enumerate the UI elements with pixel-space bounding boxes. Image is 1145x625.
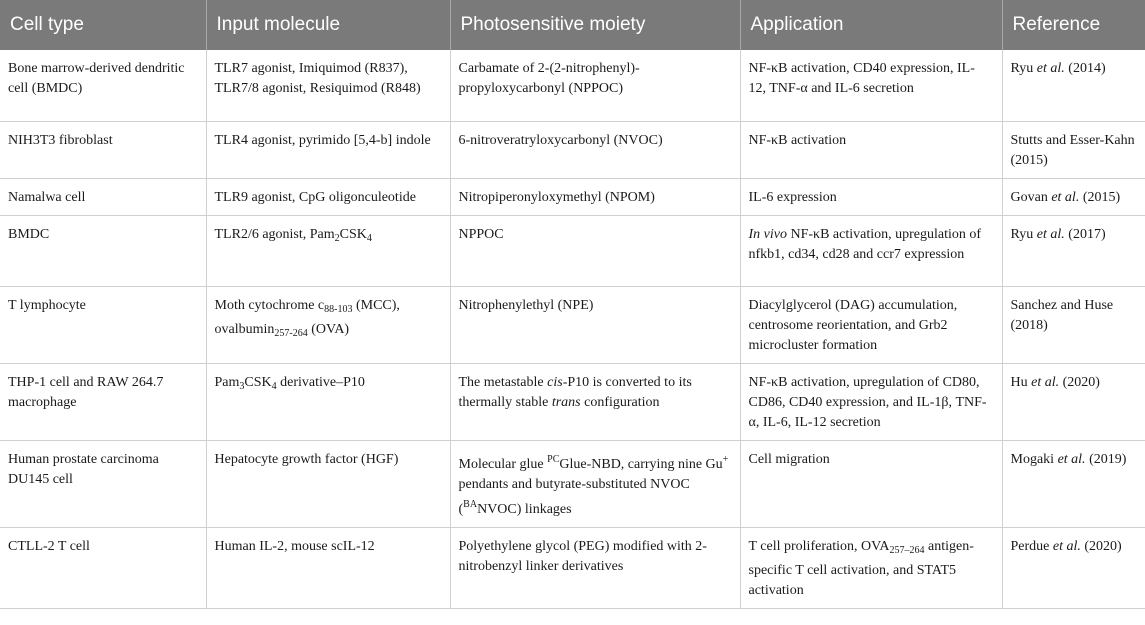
input-molecule	[206, 363, 450, 440]
input-molecule: TLR4 agonist, pyrimido [5,4-b] indole	[206, 121, 450, 178]
subscript: 3	[239, 380, 245, 392]
reference: Sanchez and Huse (2018)	[1002, 286, 1145, 363]
ref-author: Govan	[1010, 189, 1048, 205]
moiety-text: configuration	[580, 394, 660, 410]
input-molecule: TLR9 agonist, CpG oligonculeotide	[206, 178, 450, 215]
moiety-text: The metastable	[458, 374, 548, 390]
input-molecule: TLR7 agonist, Imiquimod (R837), TLR7/8 agonist, Resiquimod (R848)	[206, 50, 450, 121]
input-text: TLR2/6 agonist, Pam	[214, 226, 335, 242]
input-text: derivative–P10	[276, 374, 365, 390]
photosensitive-moiety: NPPOC	[450, 215, 740, 286]
reference: Stutts and Esser-Kahn (2015)	[1002, 121, 1145, 178]
ref-author: Hu	[1010, 374, 1028, 390]
ref-year: (2019)	[1089, 451, 1127, 467]
cell-type: Human prostate carcinoma DU145 cell	[0, 440, 206, 527]
italic-text: In vivo	[748, 226, 787, 242]
table-row	[0, 50, 1145, 121]
cell-type: Namalwa cell	[0, 178, 206, 215]
header-input-molecule: Input molecule	[206, 0, 450, 50]
subscript: 257–264	[889, 544, 925, 556]
application: Diacylglycerol (DAG) accumulation, centrosome reorientation, and Grb2 microcluster formation	[740, 286, 1002, 363]
application	[740, 215, 1002, 286]
ref-year: (2020)	[1084, 538, 1122, 554]
table-row	[0, 363, 1145, 440]
application: NF-κB activation, upregulation of CD80, CD86, CD40 expression, and IL-1β, TNF-α, IL-6, IL-12 secretion	[740, 363, 1002, 440]
input-text: (MCC), ovalbumin	[214, 297, 400, 337]
header-row	[0, 0, 1145, 50]
ref-etal: et al.	[1057, 451, 1086, 467]
input-text: Moth cytochrome c	[214, 297, 325, 313]
input-text: Pam	[214, 374, 240, 390]
ref-etal: et al.	[1051, 189, 1080, 205]
table-row	[0, 178, 1145, 215]
application: IL-6 expression	[740, 178, 1002, 215]
superscript: BA	[463, 498, 478, 510]
italic-text: cis	[547, 374, 563, 390]
subscript: 88-103	[324, 303, 353, 315]
cell-type: BMDC	[0, 215, 206, 286]
ref-author: Perdue	[1010, 538, 1050, 554]
application-text: T cell proliferation, OVA	[748, 538, 890, 554]
input-text: (OVA)	[307, 321, 350, 337]
input-molecule	[206, 286, 450, 363]
application: NF-κB activation, CD40 expression, IL-12, TNF-α and IL-6 secretion	[740, 50, 1002, 121]
cell-type: THP-1 cell and RAW 264.7 macrophage	[0, 363, 206, 440]
reference	[1002, 527, 1145, 608]
moiety-text: NVOC) linkages	[477, 501, 572, 517]
moiety-text: Glue-NBD, carrying nine Gu	[559, 456, 723, 472]
ref-etal: et al.	[1052, 538, 1081, 554]
table-row	[0, 440, 1145, 527]
ref-author: Ryu	[1010, 61, 1034, 76]
subscript: 2	[334, 232, 340, 244]
photosensitive-moiety: Polyethylene glycol (PEG) modified with 2-nitrobenzyl linker derivatives	[450, 527, 740, 608]
input-molecule: Hepatocyte growth factor (HGF)	[206, 440, 450, 527]
ref-year: (2014)	[1068, 61, 1106, 76]
photosensitive-moiety	[450, 363, 740, 440]
ref-author: Ryu	[1010, 226, 1034, 242]
input-text: CSK	[244, 374, 272, 390]
superscript: PC	[547, 453, 560, 465]
reference	[1002, 440, 1145, 527]
photosensitive-moiety: 6-nitroveratryloxycarbonyl (NVOC)	[450, 121, 740, 178]
moiety-text: pendants and butyrate-substituted NVOC (	[458, 476, 690, 517]
reference	[1002, 215, 1145, 286]
cell-type: T lymphocyte	[0, 286, 206, 363]
subscript: 4	[271, 380, 277, 392]
ref-etal: et al.	[1036, 61, 1065, 76]
ref-year: (2015)	[1082, 189, 1121, 205]
cell-type: Bone marrow-derived dendritic cell (BMDC)	[0, 50, 206, 121]
photosensitive-moiety: Nitrophenylethyl (NPE)	[450, 286, 740, 363]
header-application: Application	[740, 0, 1002, 50]
moiety-text: -P10 is converted to its thermally stable	[458, 374, 692, 410]
table-row	[0, 121, 1145, 178]
superscript: +	[722, 453, 729, 465]
reference	[1002, 363, 1145, 440]
moiety-text: Molecular glue	[458, 456, 548, 472]
table-row	[0, 527, 1145, 608]
photosensitive-moiety	[450, 440, 740, 527]
ref-etal: et al.	[1031, 374, 1060, 390]
application	[740, 527, 1002, 608]
header-photosensitive-moiety: Photosensitive moiety	[450, 0, 740, 50]
application-text: antigen-specific T cell activation, and STAT5 activation	[748, 538, 974, 598]
application: NF-κB activation	[740, 121, 1002, 178]
ref-year: (2020)	[1062, 374, 1100, 390]
header-cell-type: Cell type	[0, 0, 206, 50]
ref-year: (2017)	[1068, 226, 1106, 242]
ref-author: Mogaki	[1010, 451, 1055, 467]
input-text: CSK	[339, 226, 367, 242]
photosensitive-moiety: Nitropiperonyloxymethyl (NPOM)	[450, 178, 740, 215]
subscript: 4	[366, 232, 372, 244]
italic-text: trans	[551, 394, 581, 410]
ref-etal: et al.	[1036, 226, 1065, 242]
application: Cell migration	[740, 440, 1002, 527]
header-reference: Reference	[1002, 0, 1145, 50]
reference	[1002, 178, 1145, 215]
table-row	[0, 215, 1145, 286]
cell-type: CTLL-2 T cell	[0, 527, 206, 608]
application-text: NF-κB activation, upregulation of nfkb1, cd34, cd28 and ccr7 expression	[748, 226, 982, 262]
subscript: 257-264	[274, 327, 308, 339]
input-molecule: Human IL-2, mouse scIL-12	[206, 527, 450, 608]
photosensitive-moiety: Carbamate of 2-(2-nitrophenyl)-propyloxycarbonyl (NPPOC)	[450, 50, 740, 121]
input-molecule	[206, 215, 450, 286]
table-row	[0, 286, 1145, 363]
reference	[1002, 50, 1145, 121]
cell-type: NIH3T3 fibroblast	[0, 121, 206, 178]
